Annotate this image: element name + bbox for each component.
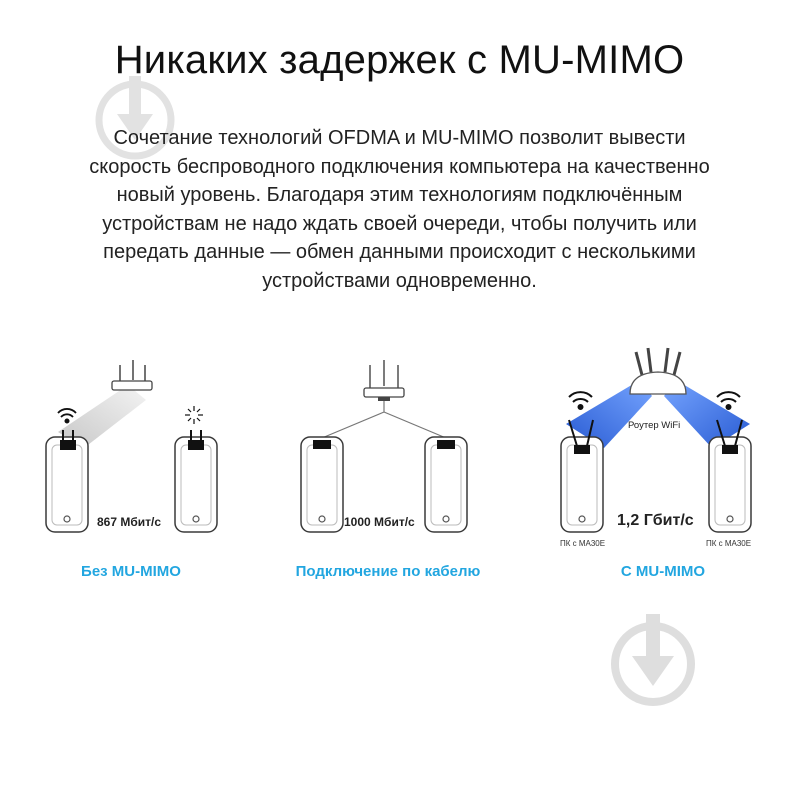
loading-icon — [185, 406, 203, 424]
description-line: Сочетание технологий OFDMA и MU-MIMO позволит вывести — [113, 127, 686, 149]
scene-with-mu-mimo — [561, 348, 751, 532]
pc-tower-icon — [425, 437, 467, 532]
description-line: скорость беспроводного подключения компьютера на качественно — [89, 155, 710, 178]
pc-caption-left: ПК с MA30E — [560, 539, 606, 548]
wifi-icon — [58, 409, 76, 423]
description-line: устройствам не надо ждать своей очереди, чтобы получить или — [102, 212, 697, 235]
router-label: Роутер WiFi — [628, 420, 681, 431]
speed-label-with: 1,2 Гбит/с — [617, 512, 694, 529]
scene-label-without: Без MU-MIMO — [81, 563, 181, 580]
pc-tower-icon — [301, 437, 343, 532]
description-line: передать данные — обмен данными происходит с несколькими — [103, 241, 696, 263]
ethernet-cable — [322, 401, 446, 438]
scene-cable — [301, 360, 467, 532]
usb-adapter-icon — [188, 430, 204, 450]
router-icon — [630, 348, 686, 394]
router-icon — [364, 360, 404, 401]
description-line: устройствами одновременно. — [262, 269, 537, 292]
scene-label-with: С MU-MIMO — [620, 563, 706, 580]
description-line: новый уровень. Благодаря этим технологиям подключённым — [116, 184, 683, 206]
router-icon — [112, 360, 152, 390]
page-title: Никаких задержек с MU-MIMO — [114, 38, 685, 82]
speed-label-cable: 1000 Мбит/с — [344, 515, 415, 529]
pc-caption-right: ПК с MA30E — [706, 539, 752, 548]
speed-label-without: 867 Мбит/с — [97, 515, 162, 529]
scene-without-mu-mimo — [46, 360, 217, 532]
pc-tower-icon — [46, 437, 88, 532]
scene-label-cable: Подключение по кабелю — [295, 563, 481, 580]
wifi-icon — [569, 392, 592, 409]
pc-tower-icon — [175, 437, 217, 532]
